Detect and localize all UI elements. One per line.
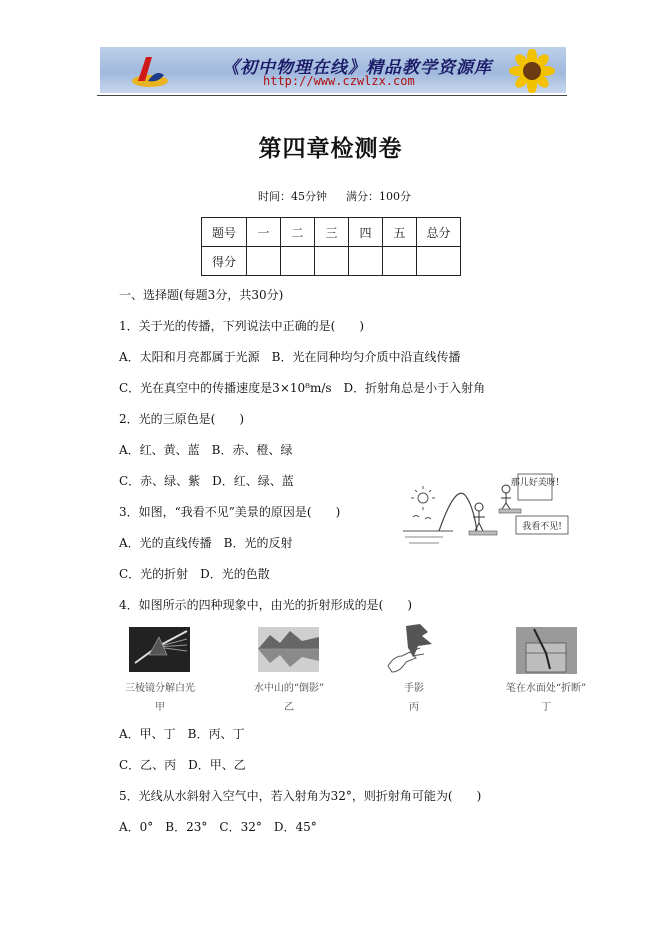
person-figure [501, 485, 511, 509]
mountain-view-illustration [403, 467, 569, 549]
score-entry-cell[interactable] [247, 247, 281, 276]
table-cell: 总分 [417, 218, 461, 247]
question-3-options-cd: C．光的折射 D．光的色散 [119, 567, 270, 581]
question-3-stem: 3．如图，“我看不见”美景的原因是( ) [119, 505, 341, 519]
header-banner [100, 47, 566, 93]
banner-divider [97, 95, 567, 96]
question-5-options: A．0° B．23° C．32° D．45° [119, 820, 317, 834]
question-1-stem: 1．关于光的传播，下列说法中正确的是( ) [119, 319, 364, 333]
figure-caption: 水中山的“倒影” [253, 683, 325, 694]
question-2-options-ab: A．红、黄、蓝 B．赤、橙、绿 [119, 443, 293, 457]
question-4-options-ab: A．甲、丁 B．丙、丁 [119, 727, 245, 741]
banner-title: 《初中物理在线》精品教学资源库 [222, 58, 492, 78]
question-2-stem: 2．光的三原色是( ) [119, 412, 244, 426]
table-cell: 得分 [202, 247, 247, 276]
question-2-options-cd: C．赤、绿、紫 D．红、绿、蓝 [119, 474, 294, 488]
score-table-header-row [202, 218, 461, 247]
sun-icon [418, 493, 428, 503]
table-cell: 五 [383, 218, 417, 247]
bubble-text-2: 我看不见! [522, 522, 562, 532]
mountain-reflection-image [258, 627, 319, 672]
question-1-options-cd: C．光在真空中的传播速度是3×10⁸m/s D．折射角总是小于入射角 [119, 381, 486, 395]
site-logo-icon [130, 51, 170, 89]
bubble-text-1: 那儿好美呀! [510, 478, 560, 488]
question-4-stem: 4．如图所示的四种现象中，由光的折射形成的是( ) [119, 598, 413, 612]
sunflower-icon [502, 49, 562, 93]
question-3-options-ab: A．光的直线传播 B．光的反射 [119, 536, 293, 550]
table-cell: 题号 [202, 218, 247, 247]
figure-label: 丙 [409, 702, 419, 713]
figure-label: 丁 [541, 702, 551, 713]
score-table [201, 217, 461, 276]
score-table-score-row [202, 247, 461, 276]
prism-dispersion-image [129, 627, 190, 672]
figure-label: 甲 [155, 702, 165, 713]
table-cell: 四 [349, 218, 383, 247]
figure-caption: 笔在水面处“折断” [505, 683, 587, 694]
score-entry-cell[interactable] [349, 247, 383, 276]
banner-url[interactable]: http://www.czwlzx.com [263, 74, 415, 88]
exam-time: 时间：45分钟 [258, 190, 327, 203]
hand-shadow-image [384, 622, 444, 676]
score-entry-cell[interactable] [315, 247, 349, 276]
figure-caption: 三棱镜分解白光 [125, 683, 195, 694]
figure-label: 乙 [284, 702, 294, 713]
figure-caption: 手影 [404, 683, 424, 694]
score-entry-cell[interactable] [383, 247, 417, 276]
full-score: 满分：100分 [346, 190, 411, 203]
question-4-options-cd: C．乙、丙 D．甲、乙 [119, 758, 246, 772]
table-cell: 二 [281, 218, 315, 247]
table-cell: 一 [247, 218, 281, 247]
person-figure [473, 503, 485, 531]
question-1-options-ab: A．太阳和月亮都属于光源 B．光在同种均匀介质中沿直线传播 [119, 350, 461, 364]
question-5-stem: 5．光线从水斜射入空气中，若入射角为32°，则折射角可能为( ) [119, 789, 482, 803]
score-entry-cell[interactable] [281, 247, 315, 276]
score-entry-cell[interactable] [417, 247, 461, 276]
page-title: 第四章检测卷 [258, 135, 403, 162]
table-cell: 三 [315, 218, 349, 247]
section-heading: 一、选择题(每题3分，共30分) [119, 288, 284, 302]
bent-pencil-image [516, 627, 577, 674]
